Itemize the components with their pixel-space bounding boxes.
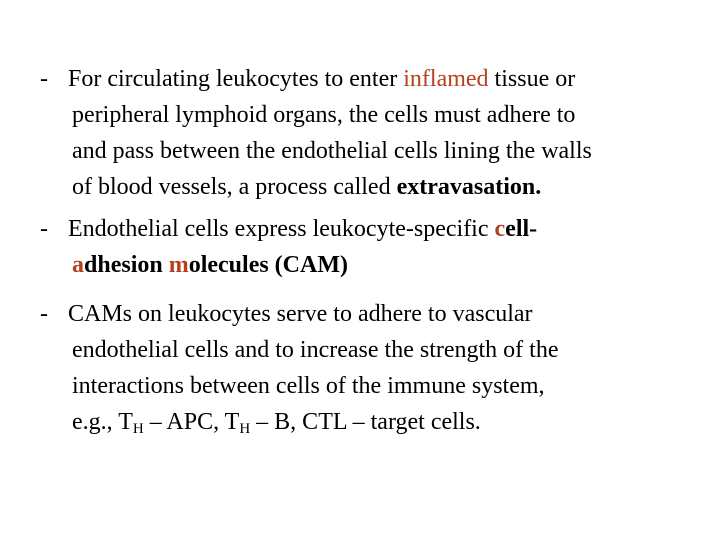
bullet-line: and pass between the endothelial cells lining the walls	[72, 138, 592, 164]
bullet-cam	[40, 211, 700, 283]
bullet-text: of blood vessels, a process called	[72, 174, 397, 200]
bullet-line: interactions between cells of the immune system,	[72, 373, 545, 399]
acronym-letter-c: c	[494, 216, 506, 242]
bullet-text: tissue or	[488, 66, 576, 92]
bullet-text: For circulating leukocytes to enter	[68, 66, 404, 92]
acronym-letter-m: m	[168, 252, 189, 278]
acronym-letter-a: a	[72, 252, 84, 278]
bullet-text: CAMs on leukocytes serve to adhere to vascular	[68, 301, 533, 327]
bullet-dash: -	[40, 66, 48, 92]
bullet-text: ell-	[505, 216, 538, 242]
bullet-extravasation	[40, 61, 700, 205]
bullet-line	[40, 61, 700, 97]
bullet-dash: -	[40, 216, 48, 242]
subscript-h: H	[239, 421, 251, 437]
bullet-line: endothelial cells and to increase the strength of the	[72, 337, 559, 363]
bullet-line	[40, 296, 700, 332]
bullet-text: – APC, T	[143, 409, 240, 435]
term-extravasation: extravasation.	[396, 174, 542, 200]
subscript-h: H	[132, 421, 144, 437]
bullet-line	[40, 247, 700, 283]
bullet-text: olecules (CAM)	[188, 252, 348, 278]
bullet-line	[40, 404, 700, 447]
bullet-cams-leukocytes	[40, 296, 700, 447]
bullet-text: – B, CTL – target cells.	[250, 409, 481, 435]
bullet-line	[40, 211, 700, 247]
highlight-inflamed: inflamed	[403, 66, 489, 92]
bullet-text: e.g., T	[72, 409, 133, 435]
bullet-line: peripheral lymphoid organs, the cells must adhere to	[72, 102, 576, 128]
bullet-line	[40, 169, 700, 205]
bullet-text: dhesion	[84, 252, 169, 278]
bullet-text: Endothelial cells express leukocyte-specific	[68, 216, 495, 242]
bullet-dash: -	[40, 301, 48, 327]
